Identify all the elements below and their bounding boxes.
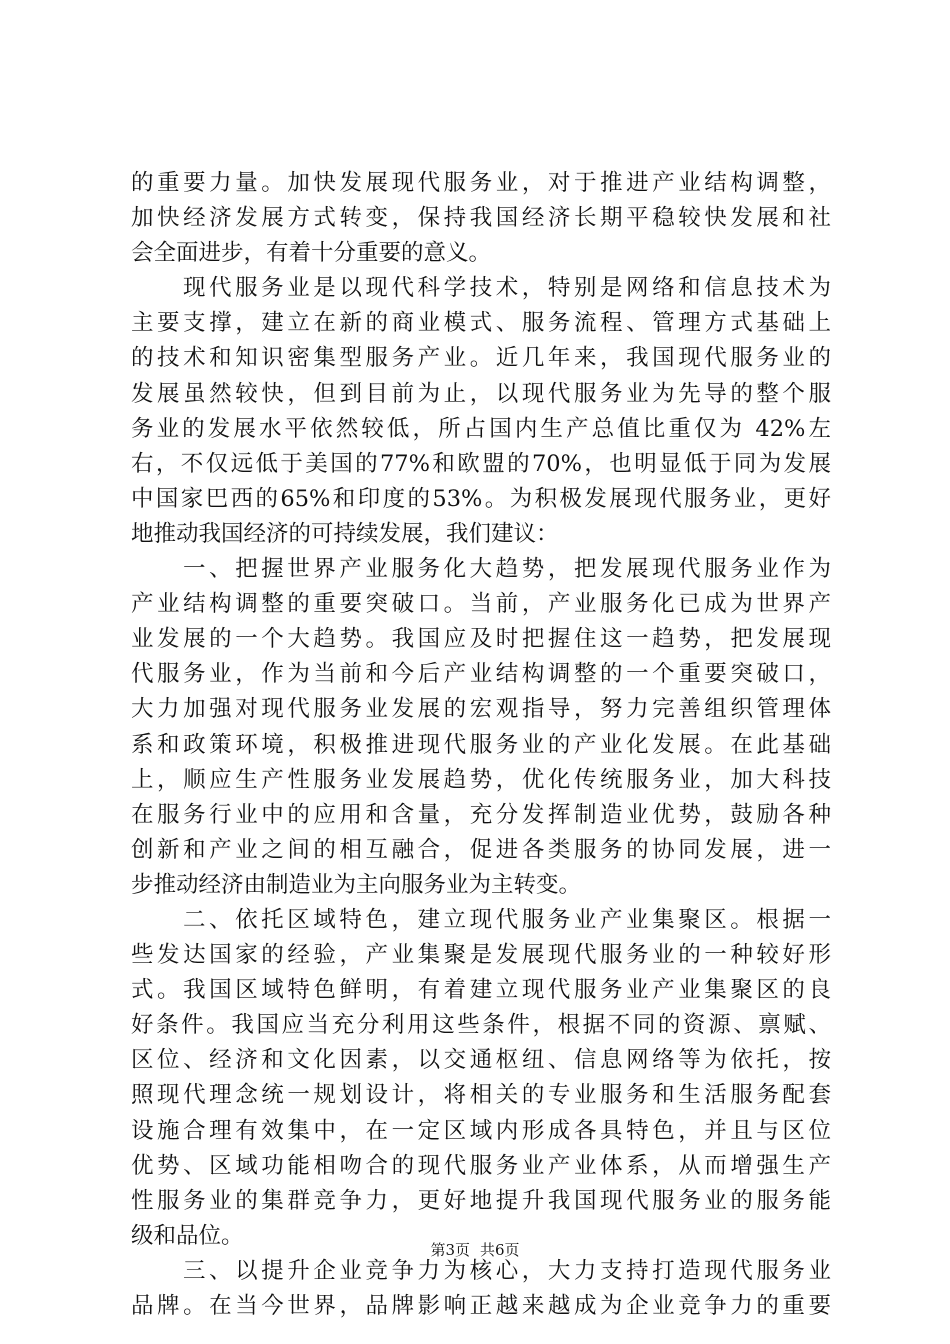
text-line: 代服务业，作为当前和今后产业结构调整的一个重要突破口， bbox=[131, 661, 831, 688]
text-line: 一、把握世界产业服务化大趋势，把发展现代服务业作为 bbox=[183, 556, 831, 583]
text-line: 会全面进步，有着十分重要的意义。 bbox=[131, 240, 492, 267]
text-line: 区位、经济和文化因素，以交通枢纽、信息网络等为依托，按 bbox=[131, 1047, 831, 1074]
text-line: 照现代理念统一规划设计，将相关的专业服务和生活服务配套 bbox=[131, 1082, 831, 1109]
page-total: 共6页 bbox=[480, 1241, 520, 1259]
text-line: 在服务行业中的应用和含量，充分发挥制造业优势，鼓励各种 bbox=[131, 801, 831, 828]
text-line: 创新和产业之间的相互融合，促进各类服务的协同发展，进一 bbox=[131, 836, 831, 863]
text-line: 大力加强对现代服务业发展的宏观指导，努力完善组织管理体 bbox=[131, 696, 831, 723]
page-footer bbox=[0, 1240, 950, 1260]
text-line: 现代服务业是以现代科学技术，特别是网络和信息技术为 bbox=[183, 275, 831, 302]
page-number: 第3页 bbox=[430, 1241, 470, 1259]
text-line: 业发展的一个大趋势。我国应及时把握住这一趋势，把发展现 bbox=[131, 626, 831, 653]
text-line: 步推动经济由制造业为主向服务业为主转变。 bbox=[131, 871, 582, 898]
text-line: 地推动我国经济的可持续发展，我们建议： bbox=[131, 520, 559, 547]
text-line: 好条件。我国应当充分利用这些条件，根据不同的资源、禀赋、 bbox=[131, 1012, 831, 1039]
text-line: 优势、区域功能相吻合的现代服务业产业体系，从而增强生产 bbox=[131, 1152, 831, 1179]
text-line: 设施合理有效集中，在一定区域内形成各具特色，并且与区位 bbox=[131, 1117, 831, 1144]
text-line: 级和品位。 bbox=[131, 1222, 244, 1249]
text-line: 产业结构调整的重要突破口。当前，产业服务化已成为世界产 bbox=[131, 591, 831, 618]
document-body bbox=[131, 166, 831, 1324]
text-line: 中国家巴西的65%和印度的53%。为积极发展现代服务业，更好 bbox=[131, 485, 831, 512]
text-line: 务业的发展水平依然较低，所占国内生产总值比重仅为 42%左 bbox=[131, 415, 831, 442]
text-line: 的技术和知识密集型服务产业。近几年来，我国现代服务业的 bbox=[131, 345, 831, 372]
text-line: 二、依托区域特色，建立现代服务业产业集聚区。根据一 bbox=[183, 906, 831, 933]
text-line: 式。我国区域特色鲜明，有着建立现代服务业产业集聚区的良 bbox=[131, 977, 831, 1004]
text-line: 品牌。在当今世界，品牌影响正越来越成为企业竞争力的重要 bbox=[131, 1293, 831, 1319]
text-line: 些发达国家的经验，产业集聚是发展现代服务业的一种较好形 bbox=[131, 942, 831, 969]
text-line: 的重要力量。加快发展现代服务业，对于推进产业结构调整， bbox=[131, 170, 831, 196]
text-line: 发展虽然较快，但到目前为止，以现代服务业为先导的整个服 bbox=[131, 380, 831, 407]
text-line: 三、以提升企业竞争力为核心，大力支持打造现代服务业 bbox=[183, 1257, 831, 1284]
text-line: 加快经济发展方式转变，保持我国经济长期平稳较快发展和社 bbox=[131, 205, 831, 232]
text-line: 系和政策环境，积极推进现代服务业的产业化发展。在此基础 bbox=[131, 731, 831, 758]
text-line: 性服务业的集群竞争力，更好地提升我国现代服务业的服务能 bbox=[131, 1187, 831, 1214]
text-line: 主要支撑，建立在新的商业模式、服务流程、管理方式基础上 bbox=[131, 310, 831, 337]
text-line: 上，顺应生产性服务业发展趋势，优化传统服务业，加大科技 bbox=[131, 766, 831, 793]
text-line: 右，不仅远低于美国的77%和欧盟的70%，也明显低于同为发展 bbox=[131, 450, 831, 477]
